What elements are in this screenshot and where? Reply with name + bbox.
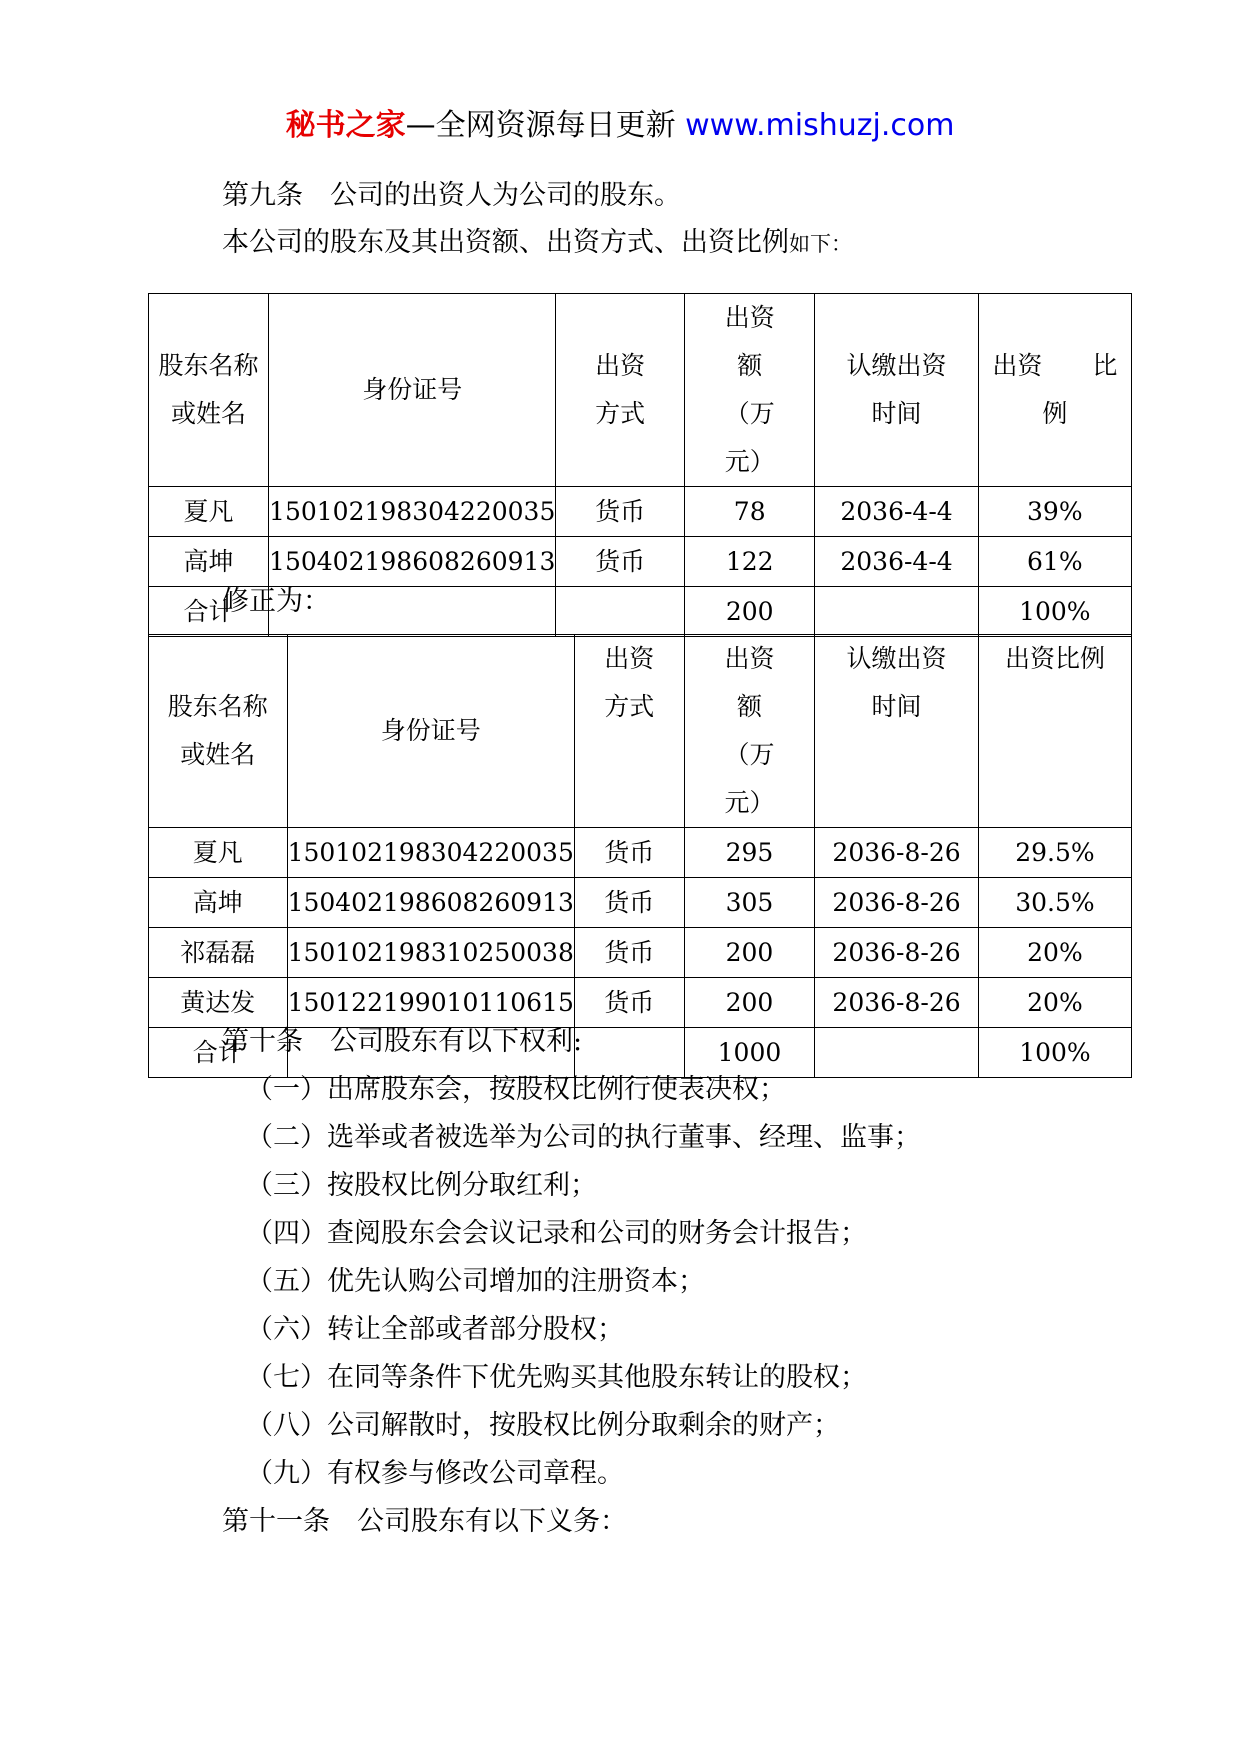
table-row bbox=[149, 878, 1132, 928]
col-header-time: 认缴出资时间 bbox=[815, 635, 979, 828]
cell-id: 150402198608260913 bbox=[287, 878, 574, 928]
col-header-name: 股东名称或姓名 bbox=[149, 294, 269, 487]
cell-method: 货币 bbox=[574, 828, 684, 878]
amend-label: 修正为： bbox=[222, 586, 330, 617]
cell-amount: 200 bbox=[684, 928, 814, 978]
cell-total-amount: 200 bbox=[685, 587, 815, 637]
list-item: （五）优先认购公司增加的注册资本； bbox=[246, 1266, 705, 1297]
cell-time: 2036-8-26 bbox=[815, 978, 979, 1028]
cell-id: 150102198304220035 bbox=[269, 487, 556, 537]
cell-method: 货币 bbox=[556, 487, 685, 537]
cell-id: 150102198304220035 bbox=[287, 828, 574, 878]
col-header-method: 出资方式 bbox=[574, 635, 684, 828]
cell-name: 高坤 bbox=[149, 537, 269, 587]
cell-method bbox=[556, 587, 685, 637]
col-header-amount: 出资额（万元） bbox=[685, 294, 815, 487]
cell-total-amount: 1000 bbox=[684, 1028, 814, 1078]
col-header-time: 认缴出资时间 bbox=[815, 294, 978, 487]
cell-time: 2036-8-26 bbox=[815, 928, 979, 978]
table-row bbox=[149, 537, 1132, 587]
cell-amount: 78 bbox=[685, 487, 815, 537]
cell-ratio: 61% bbox=[978, 537, 1131, 587]
list-item: （一）出席股东会，按股权比例行使表决权； bbox=[246, 1074, 786, 1105]
cell-total-label: 合计 bbox=[149, 587, 269, 637]
list-item: （六）转让全部或者部分股权； bbox=[246, 1314, 624, 1345]
list-item: （四）查阅股东会会议记录和公司的财务会计报告； bbox=[246, 1218, 867, 1249]
cell-id: 150122199010110615 bbox=[287, 978, 574, 1028]
cell-method bbox=[574, 1028, 684, 1078]
table-row bbox=[149, 828, 1132, 878]
cell-time: 2036-8-26 bbox=[815, 828, 979, 878]
table-row bbox=[149, 928, 1132, 978]
cell-name: 高坤 bbox=[149, 878, 288, 928]
cell-id: 150102198310250038 bbox=[287, 928, 574, 978]
list-item: （八）公司解散时，按股权比例分取剩余的财产； bbox=[246, 1410, 840, 1441]
cell-method: 货币 bbox=[574, 928, 684, 978]
table-header-row bbox=[149, 294, 1132, 487]
cell-ratio: 39% bbox=[978, 487, 1131, 537]
brand-name: 秘书之家 bbox=[285, 108, 406, 143]
cell-id: 150402198608260913 bbox=[269, 537, 556, 587]
cell-amount: 295 bbox=[684, 828, 814, 878]
site-url-link[interactable]: www.mishuzj.com bbox=[685, 108, 955, 143]
list-item: （二）选举或者被选举为公司的执行董事、经理、监事； bbox=[246, 1122, 921, 1153]
article-9-intro-text: 本公司的股东及其出资额、出资方式、出资比例 bbox=[222, 227, 789, 258]
table-row bbox=[149, 487, 1132, 537]
col-header-name: 股东名称或姓名 bbox=[149, 635, 288, 828]
cell-amount: 305 bbox=[684, 878, 814, 928]
cell-method: 货币 bbox=[556, 537, 685, 587]
cell-name: 黄达发 bbox=[149, 978, 288, 1028]
header-slogan: —全网资源每日更新 bbox=[405, 108, 676, 143]
cell-ratio: 30.5% bbox=[978, 878, 1131, 928]
cell-ratio: 20% bbox=[978, 978, 1131, 1028]
col-header-method: 出资方式 bbox=[556, 294, 685, 487]
cell-name: 夏凡 bbox=[149, 828, 288, 878]
amended-shareholder-table bbox=[148, 634, 1132, 1078]
cell-ratio: 29.5% bbox=[978, 828, 1131, 878]
article-11-title: 第十一条 公司股东有以下义务： bbox=[222, 1506, 627, 1537]
cell-amount: 122 bbox=[685, 537, 815, 587]
cell-total-ratio: 100% bbox=[978, 1028, 1131, 1078]
article-9-intro bbox=[222, 225, 852, 262]
col-header-id: 身份证号 bbox=[269, 294, 556, 487]
table-header-row bbox=[149, 635, 1132, 828]
cell-time: 2036-4-4 bbox=[815, 537, 978, 587]
cell-time: 2036-8-26 bbox=[815, 878, 979, 928]
cell-ratio: 20% bbox=[978, 928, 1131, 978]
col-header-ratio: 出资比例 bbox=[978, 635, 1131, 828]
cell-method: 货币 bbox=[574, 878, 684, 928]
cell-name: 祁磊磊 bbox=[149, 928, 288, 978]
article-9-intro-suffix: 如下： bbox=[789, 232, 852, 256]
cell-name: 夏凡 bbox=[149, 487, 269, 537]
article-10-title: 第十条 公司股东有以下权利: bbox=[222, 1026, 583, 1057]
list-item: （三）按股权比例分取红利； bbox=[246, 1170, 597, 1201]
cell-total-ratio: 100% bbox=[978, 587, 1131, 637]
col-header-id: 身份证号 bbox=[287, 635, 574, 828]
cell-method: 货币 bbox=[574, 978, 684, 1028]
table-row bbox=[149, 978, 1132, 1028]
article-9-title: 第九条 公司的出资人为公司的股东。 bbox=[222, 180, 681, 211]
cell-total-label: 合计 bbox=[149, 1028, 288, 1078]
cell-time: 2036-4-4 bbox=[815, 487, 978, 537]
site-header bbox=[0, 100, 1240, 144]
cell-time bbox=[815, 587, 978, 637]
list-item: （九）有权参与修改公司章程。 bbox=[246, 1458, 624, 1489]
list-item: （七）在同等条件下优先购买其他股东转让的股权； bbox=[246, 1362, 867, 1393]
cell-amount: 200 bbox=[684, 978, 814, 1028]
cell-time bbox=[815, 1028, 979, 1078]
col-header-amount: 出资额（万元） bbox=[684, 635, 814, 828]
col-header-ratio: 出资 比例 bbox=[978, 294, 1131, 487]
